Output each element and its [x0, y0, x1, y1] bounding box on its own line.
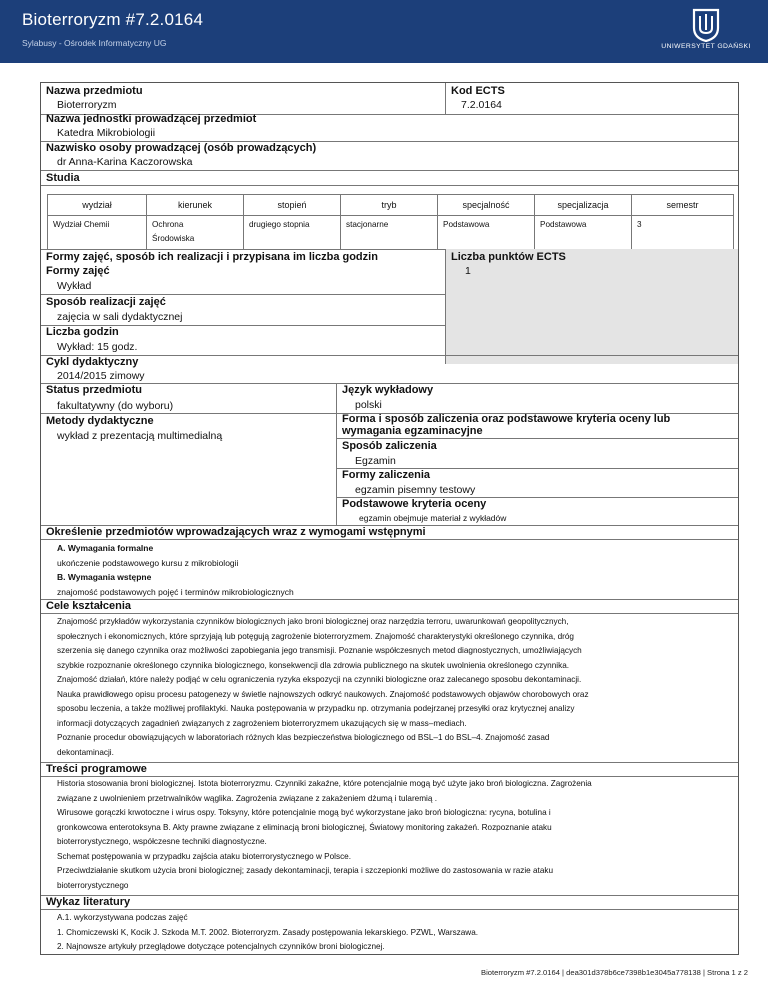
assessment-forms: egzamin pisemny testowy	[355, 484, 476, 496]
unit-name: Katedra Mikrobiologii	[57, 127, 156, 139]
text-line: społecznych i ekonomicznych, które sprzyjają lub potęgują zagrożenie bioterroryzmem. Znajomość charakterystyki określonego czynnika, dróg	[57, 631, 574, 641]
table-cell: Wydział Chemii	[48, 216, 147, 250]
ug-logo-icon	[686, 8, 726, 42]
status-value: fakultatywny (do wyboru)	[57, 400, 174, 412]
literature-list	[57, 911, 737, 955]
criteria-label: Podstawowe kryteria oceny	[342, 498, 487, 510]
divider	[41, 895, 738, 896]
subject-name: Bioterroryzm	[57, 99, 117, 111]
text-line: informacji dotyczących zagadnień związanych z zagrożeniem bioterroryzmem ukazujących się w mass–mediach.	[57, 718, 467, 728]
table-cell: drugiego stopnia	[244, 216, 341, 250]
assessment-label: Forma i sposób zaliczenia oraz podstawowe kryteria oceny lub wymagania egzaminacyjne	[342, 413, 671, 437]
divider	[41, 613, 738, 614]
status-label: Status przedmiotu	[46, 384, 142, 396]
ects-points: 1	[465, 265, 471, 277]
page-title: Bioterroryzm #7.2.0164	[22, 10, 204, 29]
text-line: Znajomość przykładów wykorzystania czynników biologicznych jako broni biologicznej oraz narzędzia terroru, uwarunkowań geopolitycznych,	[57, 617, 569, 626]
content-text	[57, 777, 737, 893]
content-label: Treści programowe	[46, 763, 147, 775]
text-line: bioterrorystycznego	[57, 880, 129, 890]
divider	[41, 909, 738, 910]
teacher-label: Nazwisko osoby prowadzącej (osób prowadzących)	[46, 142, 317, 154]
goals-label: Cele kształcenia	[46, 600, 131, 612]
ects-code: 7.2.0164	[461, 99, 502, 111]
divider	[41, 185, 738, 186]
text-line: dekontaminacji.	[57, 747, 114, 757]
divider	[41, 599, 738, 600]
form-value: Wykład	[57, 280, 92, 292]
text-line: Poznanie procedur obowiązujących w laboratoriach różnych klas bezpieczeństwa biologicznego od BSL–1 do BSL–4. Znajomość zasad	[57, 733, 550, 742]
text-line: Historia stosowania broni biologicznej. Istota bioterroryzmu. Czynniki zakaźne, które potencjalnie mogą być użyte jako broń biologiczna. Zagrożenia	[57, 779, 592, 788]
page-footer: Bioterroryzm #7.2.0164 | dea301d378b6ce7398b1e3045a778138 | Strona 1 z 2	[481, 968, 748, 977]
table-header-cell: tryb	[341, 195, 438, 216]
text-line: Schemat postępowania w przypadku zajścia ataku bioterrorystycznego w Polsce.	[57, 851, 351, 861]
realization-value: zajęcia w sali dydaktycznej	[57, 311, 183, 323]
table-cell: Podstawowa	[438, 216, 535, 250]
hours-label: Liczba godzin	[46, 326, 119, 338]
unit-label: Nazwa jednostki prowadzącej przedmiot	[46, 113, 257, 125]
ects-points-box	[445, 249, 738, 364]
teacher-name: dr Anna-Karina Kaczorowska	[57, 156, 193, 168]
text-line: Znajomość działań, które należy podjąć w celu ograniczenia ryzyka ekspozycji na czynniki biologiczne oraz zalecanego sposobu dekontaminacji.	[57, 675, 582, 684]
prerequisites-label: Określenie przedmiotów wprowadzających wraz z wymogami wstępnymi	[46, 526, 426, 538]
table-cell: stacjonarne	[341, 216, 438, 250]
list-item: 2. Najnowsze artykuły przeglądowe dotyczące potencjalnych czynników broni biologicznej.	[57, 942, 385, 951]
divider	[445, 83, 446, 114]
ects-code-label: Kod ECTS	[451, 85, 505, 97]
form-label: Formy zajęć	[46, 265, 110, 277]
literature-intro: A.1. wykorzystywana podczas zajęć	[57, 913, 188, 922]
table-row	[48, 216, 734, 250]
text-line: szybkie rozpoznanie określonego czynnika biologicznego, konsekwencji dla zdrowia publicznego na skutek uwolnienia określonego czynnika.	[57, 660, 570, 670]
language-label: Język wykładowy	[342, 384, 434, 396]
studia-table	[47, 194, 734, 250]
table-header-cell: wydział	[48, 195, 147, 216]
table-header-cell: specjalność	[438, 195, 535, 216]
table-cell: 3	[632, 216, 734, 250]
syllabus-form	[40, 82, 739, 955]
divider	[41, 355, 738, 356]
page-subtitle: Sylabusy - Ośrodek Informatyczny UG	[22, 38, 167, 48]
language-value: polski	[355, 399, 382, 411]
hours-value: Wykład: 15 godz.	[57, 341, 138, 353]
divider	[445, 249, 446, 364]
divider	[336, 383, 337, 525]
formal-requirements-value: ukończenie podstawowego kursu z mikrobiologii	[57, 558, 239, 568]
assessment-method: Egzamin	[355, 455, 396, 467]
text-line: bioterrorystycznego, współczesne techniki diagnostyczne.	[57, 837, 267, 846]
text-line: Wirusowe gorączki krwotoczne i wirus ospy. Toksyny, które potencjalnie mogą być wykorzystane jako broń biologiczna: rycyna, botulina i	[57, 808, 551, 817]
text-line: związane z uwolnieniem przetrwalników wąglika. Zagrożenia związane z zakażeniem dżumą i tularemią .	[57, 793, 437, 803]
logo-text: UNIWERSYTET GDAŃSKI	[661, 43, 751, 50]
realization-label: Sposób realizacji zajęć	[46, 296, 166, 308]
text-line: Nauka prawidłowego opisu procesu patogenezy w świetle najnowszych odkryć naukowych. Znajomość podstawowych objawów chorobowych oraz	[57, 689, 589, 699]
cycle-label: Cykl dydaktyczny	[46, 356, 139, 368]
text-line: Przeciwdziałanie skutkom użycia broni biologicznej; zasady dekontaminacji, terapia i szczepionki możliwe do zastosowania w razie ataku	[57, 866, 554, 875]
header-banner	[0, 0, 768, 63]
literature-label: Wykaz literatury	[46, 896, 131, 908]
initial-requirements-label: B. Wymagania wstępne	[57, 572, 152, 582]
studia-label: Studia	[46, 172, 80, 184]
assessment-method-label: Sposób zaliczenia	[342, 440, 437, 452]
table-header-row	[48, 195, 734, 216]
divider	[41, 170, 738, 171]
text-line: gronkowcowa enterotoksyna B. Akty prawne związane z eliminacją broni biologicznej, Światowy monitoring zakażeń. Rozpoznanie ataku	[57, 822, 552, 832]
cycle-value: 2014/2015 zimowy	[57, 370, 145, 382]
methods-value: wykład z prezentacją multimedialną	[57, 430, 223, 442]
table-header-cell: specjalizacja	[535, 195, 632, 216]
criteria-value: egzamin obejmuje materiał z wykładów	[359, 513, 507, 523]
table-header-cell: semestr	[632, 195, 734, 216]
list-item: 1. Chomiczewski K, Kocik J. Szkoda M.T. 2002. Bioterroryzm. Zasady postępowania lekarskiego. PZWL, Warszawa.	[57, 927, 479, 937]
table-header-cell: kierunek	[147, 195, 244, 216]
text-line: szerzenia się danego czynnika oraz możliwości zapobiegania jego transmisji. Poznanie współczesnych metod diagnostycznych, umożliwiających	[57, 646, 582, 655]
table-cell: Ochrona Środowiska	[147, 216, 244, 250]
assessment-forms-label: Formy zaliczenia	[342, 469, 431, 481]
initial-requirements-value: znajomość podstawowych pojęć i terminów mikrobiologicznych	[57, 587, 294, 597]
methods-label: Metody dydaktyczne	[46, 415, 154, 427]
divider	[41, 539, 738, 540]
goals-text	[57, 615, 737, 760]
table-header-cell: stopień	[244, 195, 341, 216]
forms-section-label: Formy zajęć, sposób ich realizacji i przypisana im liczba godzin	[46, 251, 378, 263]
table-cell: Podstawowa	[535, 216, 632, 250]
formal-requirements-label: A. Wymagania formalne	[57, 543, 154, 553]
ects-points-label: Liczba punktów ECTS	[451, 251, 566, 263]
subject-name-label: Nazwa przedmiotu	[46, 85, 143, 97]
text-line: sposobu leczenia, a także możliwej profilaktyki. Nauka postępowania w przypadku np. otrzymania podejrzanej przesyłki oraz krytycznej analizy	[57, 704, 575, 713]
